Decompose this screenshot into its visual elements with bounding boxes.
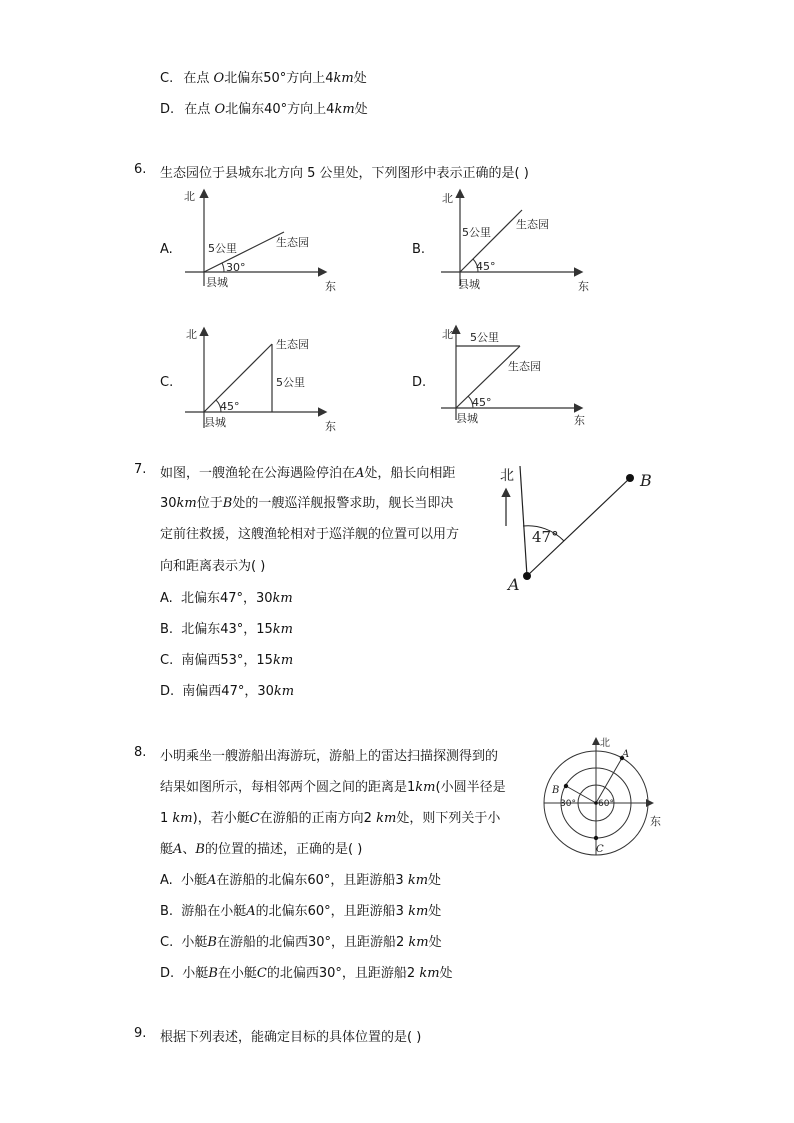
- point-a-label: A: [508, 575, 520, 594]
- ab-line: [527, 478, 630, 576]
- q8-option-b[interactable]: B. 游船在小艇A的北偏东60°，且距游船3 km处: [160, 904, 442, 919]
- point-label: O: [213, 71, 225, 86]
- angle-30-label: 30°: [560, 799, 576, 809]
- distance-label: 5公里: [276, 376, 305, 389]
- option-text: 北偏东40°方向上4: [225, 102, 335, 117]
- question-stem-line: 结果如图所示，每相邻两个圆之间的距离是1km(小圆半径是: [160, 780, 506, 795]
- option-text: 在点: [184, 102, 211, 117]
- q7-option-c[interactable]: C. 南偏西53°，15km: [160, 653, 294, 668]
- east-label: 东: [650, 815, 661, 828]
- point-c: [594, 836, 598, 840]
- question-number: 6.: [134, 162, 147, 177]
- angle-label: 45°: [220, 400, 240, 413]
- q6-figure-d: [436, 322, 596, 432]
- angle-60-label: 60°: [598, 799, 614, 809]
- park-label: 生态园: [276, 338, 309, 351]
- distance-label: 5公里: [208, 242, 237, 255]
- point-b-label: B: [640, 471, 652, 490]
- unit: km: [333, 71, 354, 86]
- question-number: 8.: [134, 745, 147, 760]
- q7-option-d[interactable]: D. 南偏西47°，30km: [160, 684, 295, 699]
- east-label: 东: [325, 420, 336, 433]
- question-number: 9.: [134, 1026, 147, 1041]
- q8-option-d[interactable]: D. 小艇B在小艇C的北偏西30°，且距游船2 km处: [160, 966, 453, 981]
- option-letter: D.: [160, 102, 175, 117]
- option-text: 在点: [183, 71, 210, 86]
- north-label: 北: [186, 328, 197, 341]
- east-label: 东: [325, 280, 336, 293]
- q6-option-b-label[interactable]: B.: [412, 242, 426, 257]
- north-label: 北: [184, 190, 195, 203]
- distance-label: 5公里: [462, 226, 491, 239]
- east-label: 东: [574, 414, 585, 427]
- question-stem: 根据下列表述，能确定目标的具体位置的是( ): [160, 1030, 422, 1045]
- angle-label: 30°: [226, 261, 246, 274]
- q6-figure-a: [180, 186, 340, 296]
- question-number: 7.: [134, 462, 147, 477]
- question-stem-line: 向和距离表示为( ): [160, 559, 266, 574]
- q6-option-d-label[interactable]: D.: [412, 375, 427, 390]
- q8-radar-figure: [540, 735, 665, 865]
- q6-option-c-label[interactable]: C.: [160, 375, 174, 390]
- point-b: [564, 784, 568, 788]
- angle-label: 47°: [532, 528, 559, 546]
- east-label: 东: [578, 280, 589, 293]
- north-label: 北: [442, 328, 453, 341]
- park-label: 生态园: [508, 360, 541, 373]
- north-label: 北: [500, 468, 514, 484]
- question-stem-line: 小明乘坐一艘游船出海游玩，游船上的雷达扫描探测得到的: [160, 749, 499, 764]
- q5-option-d[interactable]: [160, 98, 368, 117]
- park-label: 生态园: [516, 218, 549, 231]
- north-label: 北: [442, 192, 453, 205]
- distance-label: 5公里: [470, 331, 499, 344]
- q7-option-a[interactable]: A. 北偏东47°，30km: [160, 591, 293, 606]
- point-c-label: C: [596, 844, 604, 855]
- meridian-line: [520, 466, 527, 576]
- point-label: O: [214, 102, 226, 117]
- q7-option-b[interactable]: B. 北偏东43°，15km: [160, 622, 294, 637]
- point-a-label: A: [622, 749, 630, 760]
- angle-label: 45°: [476, 260, 496, 273]
- q5-option-c[interactable]: [160, 67, 367, 86]
- county-label: 县城: [204, 416, 226, 429]
- point-b-label: B: [552, 785, 560, 796]
- county-label: 县城: [458, 278, 480, 291]
- option-text: 处: [353, 71, 367, 86]
- option-letter: C.: [160, 71, 174, 86]
- option-text: 北偏东50°方向上4: [224, 71, 334, 86]
- q7-figure: [490, 460, 670, 600]
- q8-option-c[interactable]: C. 小艇B在游船的北偏西30°，且距游船2 km处: [160, 935, 442, 950]
- question-stem-line: 30km位于B处的一艘巡洋舰报警求助，舰长当即决: [160, 496, 454, 511]
- unit: km: [334, 102, 355, 117]
- point-a: [523, 572, 531, 580]
- park-label: 生态园: [276, 236, 309, 249]
- question-stem-line: 艇A、B的位置的描述，正确的是( ): [160, 842, 363, 857]
- q6-figure-b: [436, 186, 596, 296]
- county-label: 县城: [456, 412, 478, 425]
- q6-figure-c: [180, 324, 340, 434]
- question-stem-line: 1 km)，若小艇C在游船的正南方向2 km处，则下列关于小: [160, 811, 501, 826]
- q6-option-a-label[interactable]: A.: [160, 242, 173, 257]
- angle-label: 45°: [472, 396, 492, 409]
- q8-option-a[interactable]: A. 小艇A在游船的北偏东60°，且距游船3 km处: [160, 873, 442, 888]
- question-stem: 生态园位于县城东北方向 5 公里处，下列图形中表示正确的是( ): [160, 166, 529, 181]
- north-label: 北: [600, 738, 610, 749]
- county-label: 县城: [206, 276, 228, 289]
- point-b: [626, 474, 634, 482]
- option-text: 处: [354, 102, 368, 117]
- question-stem-line: 如图，一艘渔轮在公海遇险停泊在A处，船长向相距: [160, 466, 456, 481]
- question-stem-line: 定前往救援，这艘渔轮相对于巡洋舰的位置可以用方: [160, 527, 460, 542]
